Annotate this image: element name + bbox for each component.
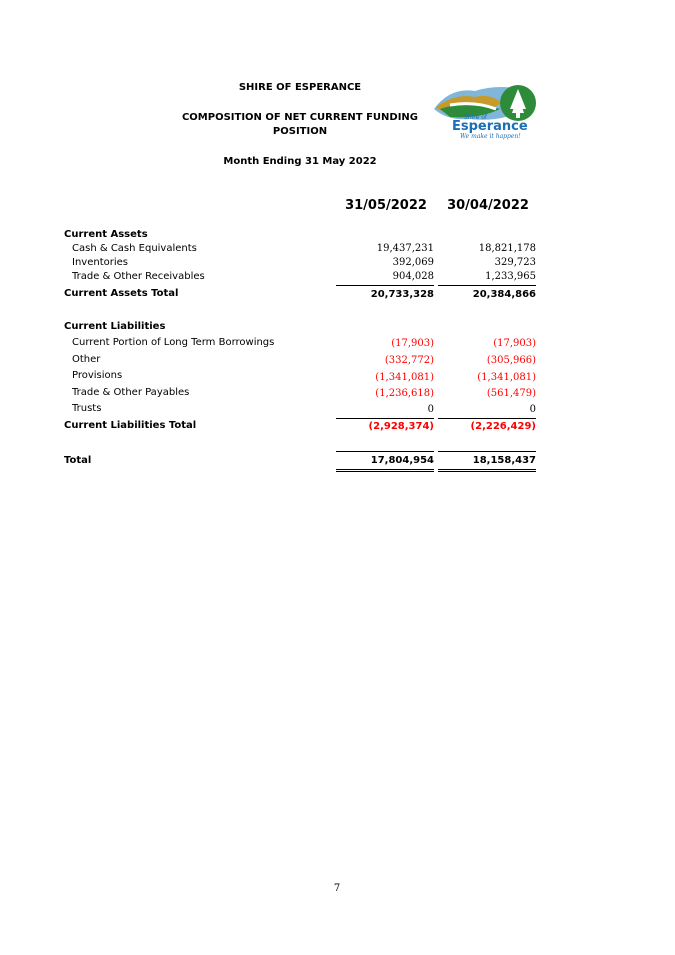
row-label: Trusts [72, 403, 102, 414]
section-heading-assets: Current Assets [64, 229, 148, 240]
row-value-prior: 18,821,178 [478, 243, 536, 254]
row-value-current: 904,028 [392, 271, 434, 282]
column-header-current: 31/05/2022 [345, 198, 427, 213]
row-value-prior: 0 [529, 404, 536, 415]
double-underline [438, 469, 536, 472]
column-header-prior: 30/04/2022 [447, 198, 529, 213]
assets-total-prior: 20,384,866 [472, 289, 536, 300]
row-value-prior: 329,723 [494, 257, 536, 268]
report-period: Month Ending 31 May 2022 [223, 156, 377, 167]
logo-name: Esperance [452, 119, 528, 134]
row-value-current: (332,772) [384, 355, 434, 366]
row-label: Inventories [72, 257, 128, 268]
row-label: Current Portion of Long Term Borrowings [72, 337, 275, 348]
report-title-line2: POSITION [272, 126, 328, 137]
row-label: Other [72, 354, 101, 365]
liabilities-total-current: (2,928,374) [368, 421, 434, 432]
page-number: 7 [333, 883, 341, 894]
subtotal-rule [336, 418, 434, 419]
total-rule [336, 451, 434, 452]
liabilities-total-label: Current Liabilities Total [64, 420, 197, 431]
assets-total-current: 20,733,328 [370, 289, 434, 300]
row-value-current: (17,903) [391, 338, 434, 349]
row-value-prior: 1,233,965 [485, 271, 536, 282]
section-heading-liabilities: Current Liabilities [64, 321, 166, 332]
subtotal-rule [438, 285, 536, 286]
subtotal-rule [336, 285, 434, 286]
shire-logo [430, 79, 540, 143]
subtotal-rule [438, 418, 536, 419]
row-label: Provisions [72, 370, 123, 381]
logo-small-text: Shire of [464, 114, 487, 121]
row-value-current: 19,437,231 [376, 243, 434, 254]
row-value-current: 392,069 [392, 257, 434, 268]
row-value-prior: (1,341,081) [477, 372, 536, 383]
assets-total-label: Current Assets Total [64, 288, 179, 299]
row-label: Trade & Other Payables [72, 387, 190, 398]
grand-total-label: Total [64, 455, 92, 466]
grand-total-current: 17,804,954 [370, 455, 434, 466]
liabilities-total-prior: (2,226,429) [470, 421, 536, 432]
row-value-current: (1,236,618) [375, 388, 434, 399]
grand-total-prior: 18,158,437 [472, 455, 536, 466]
row-value-current: 0 [427, 404, 434, 415]
row-value-current: (1,341,081) [375, 372, 434, 383]
row-value-prior: (561,479) [486, 388, 536, 399]
row-label: Trade & Other Receivables [72, 271, 205, 282]
double-underline [336, 469, 434, 472]
row-label: Cash & Cash Equivalents [72, 243, 197, 254]
org-name: SHIRE OF ESPERANCE [238, 82, 362, 93]
total-rule [438, 451, 536, 452]
logo-tagline: We make it happen! [460, 133, 521, 140]
row-value-prior: (305,966) [486, 355, 536, 366]
row-value-prior: (17,903) [493, 338, 536, 349]
report-title-line1: COMPOSITION OF NET CURRENT FUNDING [181, 112, 419, 123]
